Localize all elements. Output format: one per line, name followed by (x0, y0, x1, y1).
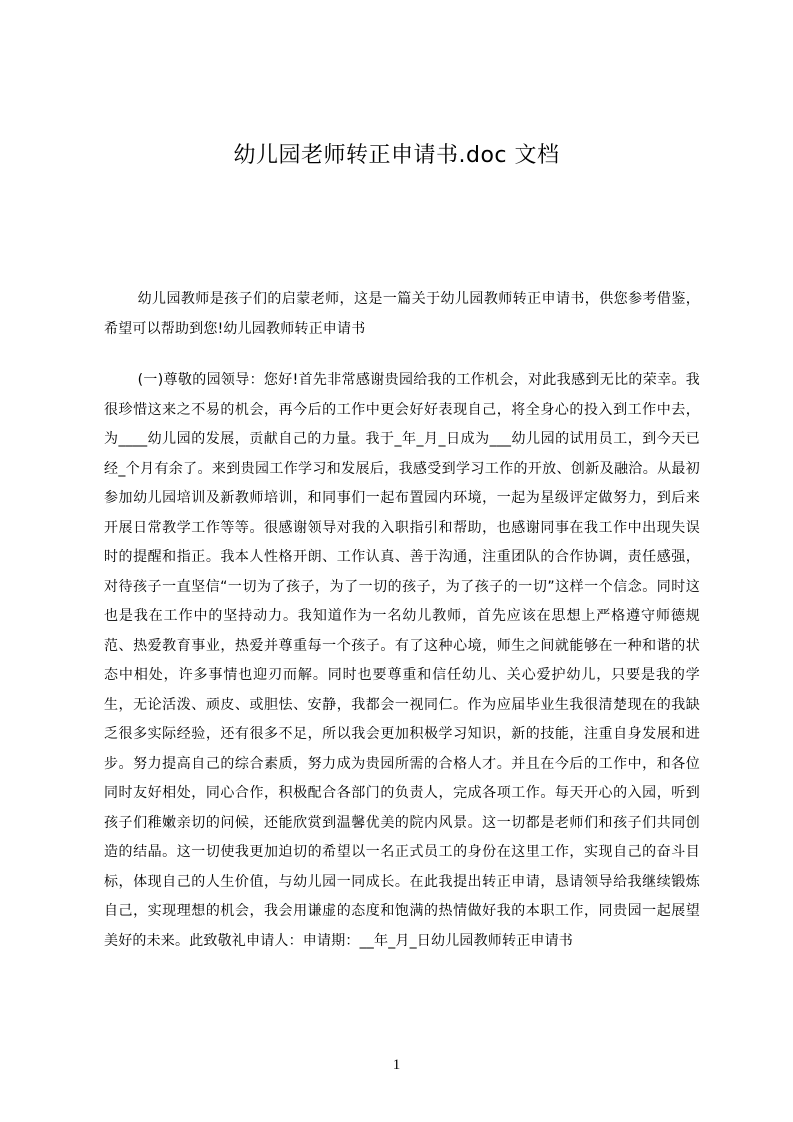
intro-paragraph: 幼儿园教师是孩子们的启蒙老师，这是一篇关于幼儿园教师转正申请书，供您参考借鉴，希望可以帮助到您!幼儿园教师转正申请书 (104, 291, 700, 337)
letter-body-paragraph: (一)尊敬的园领导：您好!首先非常感谢贵园给我的工作机会，对此我感到无比的荣幸。我很珍惜这来之不易的机会，再今后的工作中更会好好表现自己，将全身心的投入到工作中去，为____幼儿园的发展，贡献自己的力量。我于_年_月_日成为___幼儿园的试用员工，到今天已经_个月有余了。来到贵园工作学习和发展后，我感受到学习工作的开放、创新及融洽。从最初参加幼儿园培训及新教师培训，和同事们一起布置园内环境，一起为星级评定做努力，到后来开展日常教学工作等等。很感谢领导对我的入职指引和帮助，也感谢同事在我工作中出现失误时的提醒和指正。我本人性格开朗、工作认真、善于沟通，注重团队的合作协调，责任感强，对待孩子一直坚信“一切为了孩子，为了一切的孩子，为了孩子的一切”这样一个信念。同时这也是我在工作中的坚持动力。我知道作为一名幼儿教师，首先应该在思想上严格遵守师德规范、热爱教育事业，热爱并尊重每一个孩子。有了这种心境，师生之间就能够在一种和谐的状态中相处，许多事情也迎刃而解。同时也要尊重和信任幼儿、关心爱护幼儿，只要是我的学生，无论活泼、顽皮、或胆怯、安静，我都会一视同仁。作为应届毕业生我很清楚现在的我缺乏很多实际经验，还有很多不足，所以我会更加积极学习知识，新的技能，注重自身发展和进步。努力提高自己的综合素质，努力成为贵园所需的合格人才。并且在今后的工作中，和各位同时友好相处，同心合作，积极配合各部门的负责人，完成各项工作。每天开心的入园，听到孩子们稚嫩亲切的问候，还能欣赏到温馨优美的院内风景。这一切都是老师们和孩子们共同创造的结晶。这一切使我更加迫切的希望以一名正式员工的身份在这里工作，实现自己的奋斗目标，体现自己的人生价值，与幼儿园一同成长。在此我提出转正申请，恳请领导给我继续锻炼自己，实现理想的机会，我会用谦虚的态度和饱满的热情做好我的本职工作，同贵园一起展望美好的未来。此致敬礼申请人：申请期：__年_月_日幼儿园教师转正申请书 (104, 372, 700, 949)
document-title: 幼儿园老师转正申请书.doc 文档 (233, 143, 560, 168)
page-number: 1 (392, 1057, 401, 1073)
